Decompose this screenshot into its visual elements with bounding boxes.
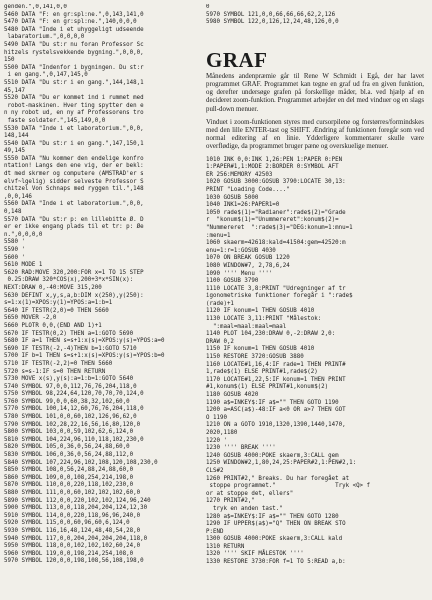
left-code-listing — [4, 4, 204, 566]
code-line: 5710 IF TESTR(-2,2)=0 THEN 5660 — [4, 360, 113, 367]
code-line: 5740 SYMBOL 97,0,0,112,76,76,204,118,0 — [4, 383, 137, 390]
code-line: :menu=1 — [206, 232, 231, 239]
code-line: 1090 '''' Menu '''' — [206, 270, 273, 277]
right-code-listing — [206, 157, 428, 567]
left-code-column — [4, 4, 204, 596]
code-line: 5650 MOVER -2,0 — [4, 315, 57, 322]
code-line: 5540 DATA "Du st:r i en gang.",147,150,1 — [4, 140, 144, 147]
code-line: ntation! Langs den ene vig, der er bekl: — [4, 163, 144, 170]
code-line: 5760 SYMBOL 99,0,0,60,38,32,102,60,0 — [4, 398, 130, 405]
code-line: 5480 DATA "Inde i et uhyggeligt udseende — [4, 26, 144, 33]
code-line: 5980 SYMBOL 122,0,126,12,24,48,126,0,0 — [206, 19, 339, 26]
code-line: 0.25:DRAW 320*COS(x),200+3*x*SIN(x): — [7, 277, 134, 284]
code-line: 1150 IF konum=1 THEN GOSUB 4010 — [206, 346, 315, 353]
code-line: r "konum$(1)="Unummereret":konum$(2)= — [206, 217, 339, 224]
code-line: 5970 SYMBOL 121,0,0,66,66,66,62,2,126 — [206, 11, 336, 18]
code-line: 1040 INK1=26:PAPER1=0 — [206, 202, 280, 209]
code-line: 5730 MOVE x(s),y(s):a=1:b=1:GOTO 5640 — [4, 376, 134, 383]
code-line: n ny robot ud, en ny af Professorens tro — [4, 110, 144, 117]
code-line: 5460 DATA "F: en gr:spl:ne.",0,143,141,0 — [4, 11, 144, 18]
code-line: 1100 GOSUB 3790 — [206, 278, 259, 285]
code-line: 1,rade$(1) ELSE PRINT#1,rade$(2) — [206, 369, 318, 376]
code-line: 45,147 — [4, 87, 25, 94]
code-line: 148,144 — [4, 133, 29, 140]
code-line: stoppe programmet." Tryk <Q> f — [209, 483, 371, 490]
code-line: 5880 SYMBOL 111,0,0,60,102,102,102,60,0 — [4, 490, 141, 496]
code-line: "Nummereret ":rade$(3)="DEG:konum=1:mnu=1 — [206, 224, 353, 231]
code-line: 2020,1180 — [206, 429, 238, 436]
code-line: 0 — [206, 4, 210, 10]
code-line: 5900 SYMBOL 113,0,0,118,204,204,124,12,30 — [4, 505, 148, 512]
code-line: tryk en anden tast." — [212, 505, 283, 512]
code-line: n.",0,0,0,0 — [4, 231, 43, 238]
code-line: 5950 SYMBOL 118,0,0,102,102,102,60,24,0 — [4, 543, 141, 550]
code-line: robot-maskinen. Hver ting spytter den e — [7, 102, 144, 109]
article-title: GRAF — [206, 47, 268, 72]
code-line: 1300 GOSUB 4000:POKE skaerm,3:CALL kald — [206, 536, 343, 543]
code-line: 0,148 — [4, 209, 22, 216]
code-line: 1230 '''' BREAK '''' — [206, 445, 276, 452]
code-line: 5850 SYMBOL 108,0,56,24,88,24,88,60,0 — [4, 467, 134, 474]
code-line: 1290 IF UPPER$(a$)="Q" THEN ON BREAK STO — [206, 521, 346, 528]
code-line: 5780 SYMBOL 101,0,0,60,102,126,96,62,0 — [4, 414, 137, 421]
code-line: 1270 PRINT#2," — [206, 498, 255, 505]
code-line: ":maal=maal:maal=maal — [212, 323, 287, 330]
code-line: 1030 GOSUB 5000 — [206, 194, 259, 201]
code-line: 5670 IF TESTR(0,2) THEN a=1:GOTO 5690 — [4, 330, 134, 337]
code-line: 1190 a$=INKEY$:IF a$="" THEN GOTO 1190 — [206, 399, 339, 406]
code-line: 1240 GOSUB 4000:POKE skaerm,3:CALL gem — [206, 452, 339, 459]
code-line: 5720 s=s-1:IF s=0 THEN RETURN — [4, 368, 106, 375]
code-line: faste soldater.",145,149,0,0 — [7, 117, 106, 124]
code-line: 5640 IF TESTR(2,0)=0 THEN 5660 — [4, 307, 109, 314]
code-line: 5510 DATA "Du st:r i en gang.",144,148,1 — [4, 79, 144, 86]
code-line: i en gang.",0,147,145,0 — [7, 72, 88, 79]
code-line: 1:PAPER#1,1:MODE 2:BORDER 0:SYMBOL AFT — [206, 164, 339, 171]
code-line: 5620 RAD:MOVE 320,200:FOR x=1 TO 15 STEP — [4, 269, 144, 276]
right-column — [206, 4, 428, 596]
code-line: 5960 SYMBOL 119,0,0,198,214,254,108,0 — [4, 550, 134, 557]
code-line: 5940 SYMBOL 117,0,0,204,204,204,204,118,0 — [4, 535, 148, 542]
code-line: NEXT:DRAW 0,-40:MOVE 315,200 — [4, 284, 102, 291]
code-line: 1220 ' — [206, 437, 227, 444]
code-line: #1,konum$(1) ELSE PRINT#1,konum$(2) — [206, 384, 329, 391]
code-line: 1180 GOSUB 4020 — [206, 392, 259, 399]
code-line: ER 256:MEMORY 42503 — [206, 171, 273, 178]
code-line: 1060 skaerm=42618:kald=41504:gem=42520:m — [206, 240, 346, 247]
code-line: 5770 SYMBOL 100,14,12,60,76,76,204,118,0 — [4, 406, 144, 413]
code-line: er er ikke engang plads til et tr: p: Øe — [4, 224, 144, 231]
code-line: ,0,0,146 — [4, 193, 32, 200]
code-line: 5610 MODE 1 — [4, 262, 43, 269]
code-line: 1160 LOCATE#1,16,4:IF rade=1 THEN PRINT# — [206, 361, 346, 368]
code-line: CLS#2 — [206, 467, 224, 474]
code-line: 150 — [4, 57, 15, 64]
code-line: 5970 SYMBOL 120,0,0,198,108,56,108,198,0 — [4, 558, 144, 565]
code-line: 5700 IF b=1 THEN s=s+1:x(s)=XPOS:y(s)=YPOS:b=0 — [4, 353, 165, 360]
code-line: 5660 PLOTR 0,0,(END AND 1)+1 — [4, 322, 102, 329]
code-line: enu=1:r=1:GOSUB 4030 — [206, 247, 276, 254]
code-line: 1120 IF konum=1 THEN GOSUB 4010 — [206, 308, 315, 315]
code-line: 49,145 — [4, 148, 25, 155]
code-line: 1280 a$=INKEY$:IF a$="" THEN GOTO 1280 — [206, 513, 339, 520]
code-line: 5490 DATA "Du st:r nu foran Professor Sc — [4, 41, 144, 48]
code-line: 1070 ON BREAK GOSUB 1220 — [206, 255, 290, 262]
code-line: 5790 SYMBOL 102,28,22,16,56,16,80,120,0 — [4, 421, 141, 428]
code-line: 5820 SYMBOL 105,0,36,0,56,24,88,60,0 — [4, 444, 130, 451]
code-line: 5580 ' — [4, 239, 25, 246]
code-line: 5800 SYMBOL 103,0,0,59,102,62,6,124,0 — [4, 429, 134, 436]
code-line: 5860 SYMBOL 109,0,0,108,254,214,198,0 — [4, 474, 134, 481]
code-line: s=1:x(1)=XPOS:y(1)=YPOS:a=1:b=1 — [4, 300, 113, 307]
code-line: 1110 LOCATE 3,8:PRINT "Udregninger af tr — [206, 285, 346, 292]
code-line: hitzels rystelsvekkende bygning.",0,0,0, — [4, 49, 144, 56]
code-line: 5590 ' — [4, 247, 25, 253]
code-line: 5690 IF TESTR(-2,-4)THEN b=1:GOTO 5710 — [4, 345, 137, 352]
code-line: 5560 DATA "Inde i et laboratorium.",0,0, — [4, 201, 144, 208]
code-line: 1260 PRINT#2," Breaks. Du har foregået at — [206, 475, 350, 482]
code-line: PRINT "Loading Code...." — [206, 186, 290, 193]
code-line: 5520 DATA "Du er kommet ind i rummet med — [4, 95, 144, 102]
code-line: 1130 LOCATE 3,11:PRINT "Målestok: — [206, 316, 322, 323]
code-line: 5500 DATA "Indenfor i bygningen. Du st:r — [4, 64, 144, 71]
code-line: 1140 PLOT 104,230:DRAW 0,-2:DRAW 2,0: — [206, 331, 336, 338]
code-line: 5600 ' — [4, 254, 25, 261]
code-line: labaratorium.",0,0,0,0 — [7, 34, 85, 41]
code-line: or at stoppe det, ellers" — [206, 490, 294, 497]
code-line: 1330 RESTORE 3730:FOR f=1 TO 5:READ a,b: — [206, 559, 346, 566]
code-line: 5840 SYMBOL 107,224,96,102,108,120,108,230,0 — [4, 459, 158, 466]
code-line: 1050 rade$(1)="Radianer":rade$(2)="Grade — [206, 209, 346, 216]
code-line: P:END — [206, 528, 224, 535]
code-line: genden.",0,141,0,0 — [4, 4, 67, 10]
code-line: 5870 SYMBOL 110,0,0,220,118,102,230,0 — [4, 482, 134, 489]
code-line: O 1190 — [206, 414, 227, 421]
code-line: 1250 WINDOW#2,1,80,24,25:PAPER#2,1:PEN#2,1: — [206, 460, 357, 467]
article-paragraph-2: Vinduet i zoom-funktionen styres med cursorpilene og forstørres/formindskes med den lille ENTER-tast og SHIFT. Ændring af funktionen foregår som ved normal editering af en linie. Ydderligere kommentarer skulle være overflødige, da programmet bruger pæne og overskuelige menuer. — [206, 118, 424, 151]
code-line: 1320 '''' SKIF MÅLESTOK '''' — [206, 551, 304, 558]
code-line: 1080 WINDOW#7, 2,78,6,24 — [206, 262, 290, 269]
code-line: 1020 GOSUB 3000:GOSUB 3790:LOCATE 30,13: — [206, 179, 346, 186]
code-line: 1150 RESTORE 3720:GOSUB 3880 — [206, 354, 304, 361]
code-line: 5680 IF a=1 THEN s=s+1:x(s)=XPOS:y(s)=YPOS:a=0 — [4, 338, 165, 345]
code-line: chitzel Von Schnaps med ryggen til.",148 — [4, 186, 144, 193]
code-line: 5910 SYMBOL 114,0,0,220,118,96,96,240,0 — [4, 512, 141, 519]
code-line: 5890 SYMBOL 112,0,0,220,102,102,124,96,240 — [4, 497, 151, 504]
code-line: 5750 SYMBOL 98,224,64,120,70,70,70,124,0 — [4, 391, 144, 398]
code-line: 5930 SYMBOL 116,16,48,124,48,48,54,28,0 — [4, 527, 141, 534]
code-line: 1010 INK 0,0:INK 1,26:PEN 1:PAPER 0:PEN — [206, 156, 343, 163]
article-paragraph-1: Månedens andenpræmie går til Rene W Schmidt i Egå, der har lavet programmet GRAF. Programmet kan tegne en graf ud fra en given funktion, og derefter undersøge grafen på forskellige måder, bl.a. ved hjælp af en decideret zoom-funktion. Programmet arbejder en del med vinduer og en slags pull-down menuer. — [206, 72, 424, 113]
code-line: 1210 ON a GOTO 1910,1320,1390,1440,1470, — [206, 422, 346, 429]
code-line: DRAW 0,2 — [206, 338, 234, 345]
code-line: 5550 DATA "Nu kommer den endelige konfro — [4, 155, 144, 162]
code-line: elvf~lgelig) sidder selveste Professor S — [4, 178, 144, 185]
code-line: 5530 DATA "Inde i et laboratorium.",0,0, — [4, 125, 144, 132]
code-line: 5630 DEFINT x,y,s,a,b:DIM x(250),y(250): — [4, 292, 144, 299]
code-line: 5570 DATA "Du st:r p: en lillebitte Ø. D — [4, 216, 144, 223]
code-line: 1170 LOCATE#1,22,5:IF konum=1 THEN PRINT — [206, 376, 346, 383]
right-top-code-listing — [206, 4, 428, 27]
code-line: 1310 RETURN — [206, 543, 245, 550]
code-line: 5920 SYMBOL 115,0,0,60,96,60,6,124,0 — [4, 520, 130, 527]
code-line: igonometriske funktioner foregår i ":rade$ — [206, 293, 353, 300]
code-line: (rade)+1 — [206, 300, 234, 307]
code-line: 5830 SYMBOL 106,0,36,0,56,24,88,112,0 — [4, 452, 134, 459]
code-line: 5470 DATA "F: en gr:spl:ne.",140,0,0,0 — [4, 19, 137, 26]
code-line: dt med skrmer og computere (AMSTRAD'er s — [4, 171, 144, 178]
code-line: 5810 SYMBOL 104,224,96,110,118,102,230,0 — [4, 436, 144, 443]
code-line: 1200 a=ASC(a$)-48:IF a<0 OR a>7 THEN GOT — [206, 407, 346, 414]
